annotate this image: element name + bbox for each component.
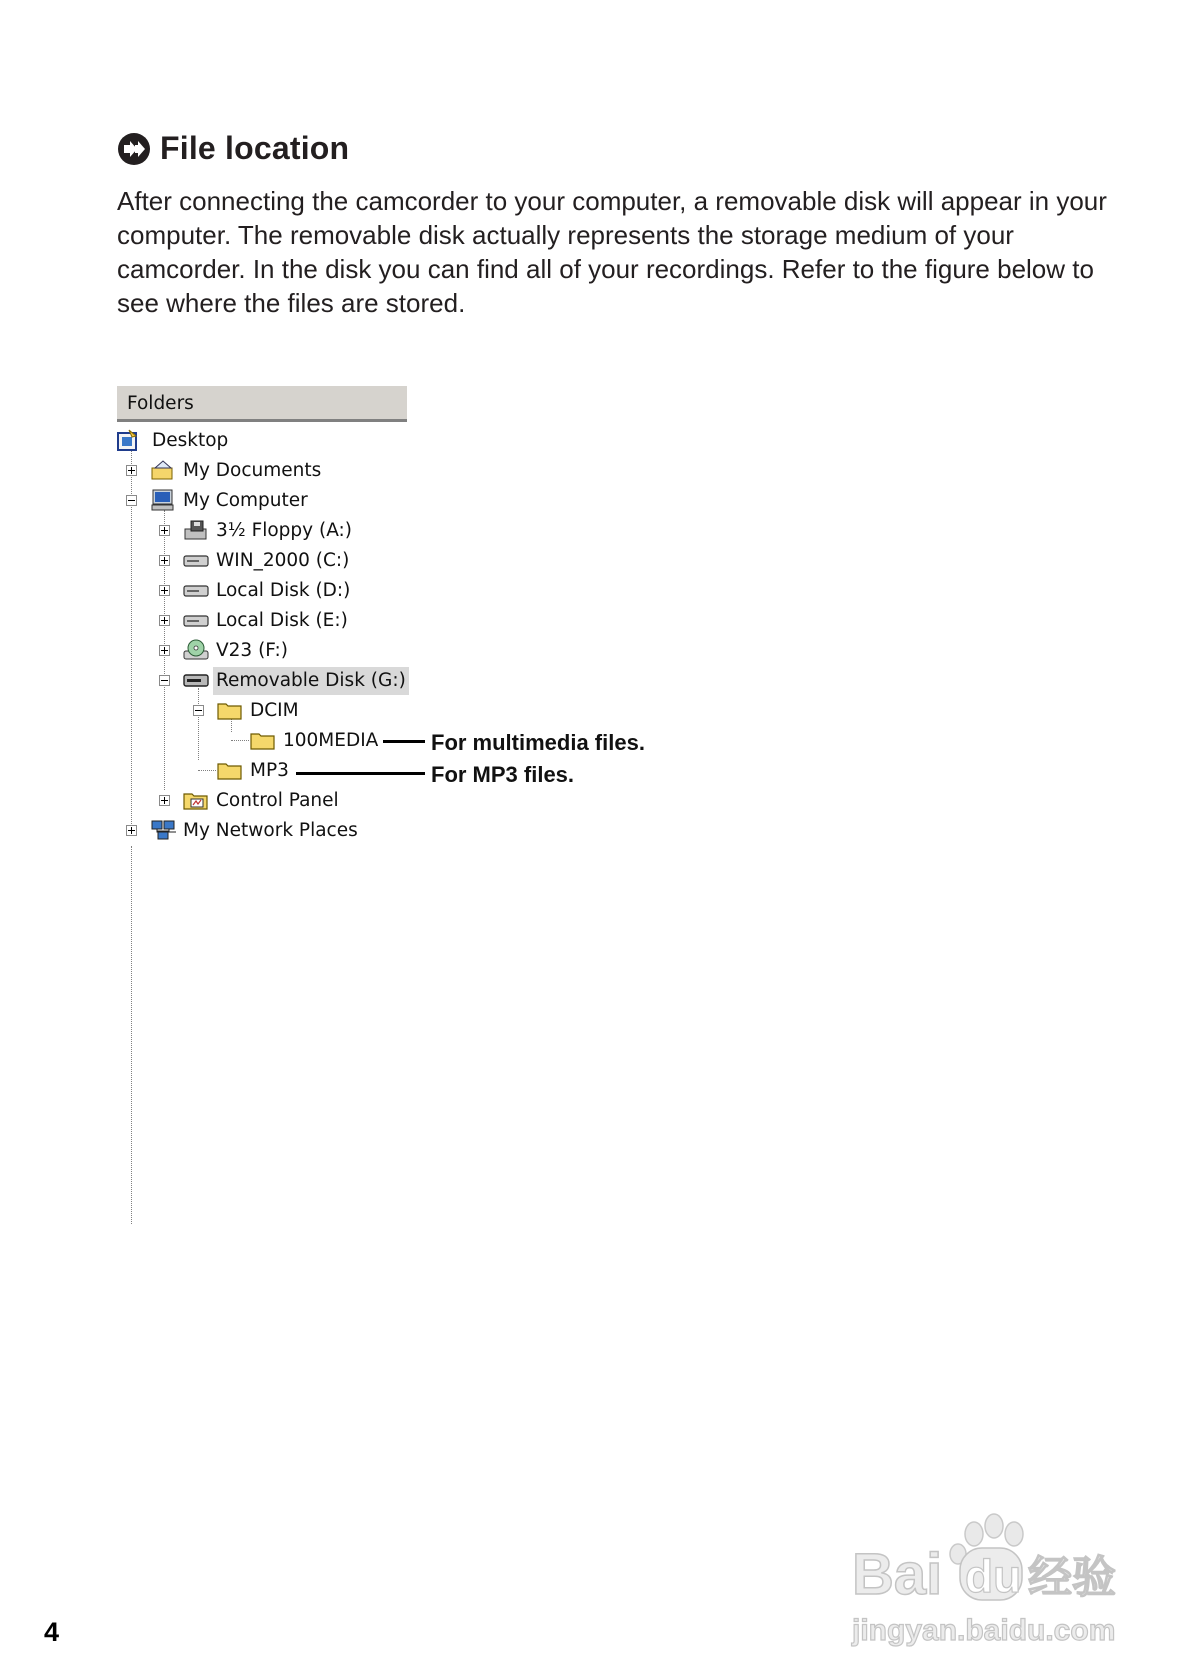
tree-item-desktop[interactable] <box>117 426 317 456</box>
baidu-watermark-logo <box>848 1512 1138 1652</box>
tree-item-label: DCIM <box>250 700 299 721</box>
tree-item-label: 100MEDIA <box>283 730 379 751</box>
tree-item-label: Local Disk (E:) <box>216 610 348 631</box>
desktop-icon <box>117 429 143 451</box>
collapse-icon[interactable] <box>126 495 137 506</box>
tree-item-control-panel[interactable] <box>117 786 357 816</box>
section-heading <box>117 130 349 167</box>
svg-text:du: du <box>965 1550 1022 1602</box>
svg-text:经验: 经验 <box>1028 1552 1116 1603</box>
tree-item-my-computer[interactable] <box>117 486 347 516</box>
tree-item-label: Local Disk (D:) <box>216 580 351 601</box>
tree-item-label: My Network Places <box>183 820 358 841</box>
tree-item-mp3[interactable] <box>117 756 287 786</box>
hard-drive-icon <box>183 609 209 631</box>
removable-disk-icon <box>183 669 209 691</box>
svg-text:Bai: Bai <box>852 1542 943 1607</box>
my-computer-icon <box>150 489 176 511</box>
tree-connector <box>131 846 132 1224</box>
tree-item-floppy[interactable] <box>117 516 357 546</box>
callout-mp3: For MP3 files. <box>431 762 575 787</box>
tree-item-v23[interactable] <box>117 636 357 666</box>
folder-icon <box>250 729 276 751</box>
tree-item-removable-disk-g[interactable] <box>117 666 407 696</box>
callout-line-mp3 <box>296 772 425 775</box>
network-places-icon <box>150 819 176 841</box>
tree-connector <box>198 770 216 771</box>
tree-item-100media[interactable] <box>117 726 379 756</box>
hard-drive-icon <box>183 549 209 571</box>
svg-text:jingyan.baidu.com: jingyan.baidu.com <box>852 1614 1116 1647</box>
tree-item-label: WIN_2000 (C:) <box>216 550 350 571</box>
tree-item-label: V23 (F:) <box>216 640 288 661</box>
intro-paragraph: After connecting the camcorder to your computer, a removable disk will appear in your computer. The removable disk actually represents the storage medium of your camcorder. In the disk you can find all of your recordings. Refer to the figure below to see where the files are stored. <box>117 186 1107 318</box>
expand-icon[interactable] <box>159 645 170 656</box>
tree-item-label: Control Panel <box>216 790 339 811</box>
control-panel-icon <box>183 789 209 811</box>
collapse-icon[interactable] <box>193 705 204 716</box>
tree-item-label: Desktop <box>152 430 229 451</box>
my-documents-icon <box>150 459 176 481</box>
tree-item-my-network-places[interactable] <box>117 816 377 846</box>
expand-icon[interactable] <box>126 465 137 476</box>
tree-item-my-documents[interactable] <box>117 456 347 486</box>
expand-icon[interactable] <box>159 615 170 626</box>
tree-item-label: My Documents <box>183 460 322 481</box>
tree-item-dcim[interactable] <box>117 696 317 726</box>
section-title: File location <box>160 130 350 166</box>
tree-header: Folders <box>117 386 407 422</box>
cd-drive-icon <box>183 639 209 661</box>
folder-tree <box>117 386 409 856</box>
callout-multimedia: For multimedia files. <box>431 730 645 755</box>
hard-drive-icon <box>183 579 209 601</box>
tree-item-label: 3½ Floppy (A:) <box>216 520 352 541</box>
expand-icon[interactable] <box>159 585 170 596</box>
expand-icon[interactable] <box>159 525 170 536</box>
expand-icon[interactable] <box>159 795 170 806</box>
folder-icon <box>217 699 243 721</box>
folder-icon <box>217 759 243 781</box>
tree-item-win-2000[interactable] <box>117 546 357 576</box>
tree-item-label: MP3 <box>250 760 289 781</box>
tree-item-label: Removable Disk (G:) <box>213 667 409 695</box>
tree-connector <box>231 740 249 741</box>
page-number: 4 <box>44 1617 60 1647</box>
expand-icon[interactable] <box>159 555 170 566</box>
right-arrow-circle-icon <box>117 132 151 166</box>
expand-icon[interactable] <box>126 825 137 836</box>
callout-line-multimedia <box>383 740 425 743</box>
floppy-drive-icon <box>183 519 209 541</box>
tree-item-local-disk-e[interactable] <box>117 606 357 636</box>
tree-item-label: My Computer <box>183 490 308 511</box>
tree-item-local-disk-d[interactable] <box>117 576 357 606</box>
collapse-icon[interactable] <box>159 675 170 686</box>
